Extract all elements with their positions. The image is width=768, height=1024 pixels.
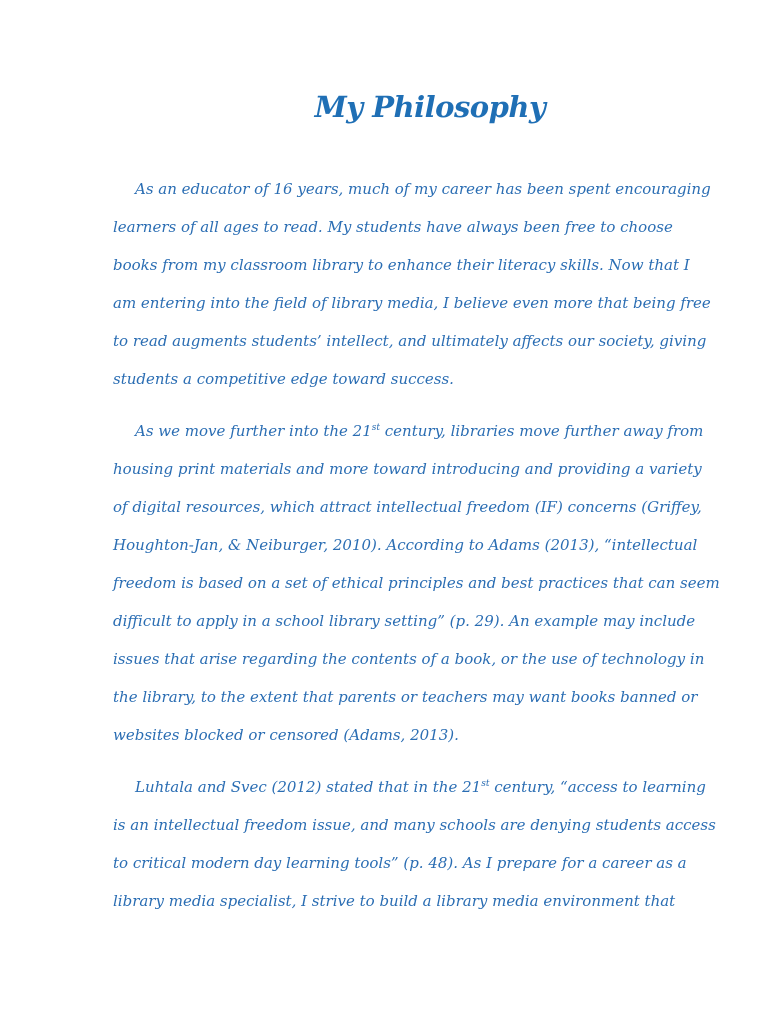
text-segment: century, “access to learning bbox=[489, 778, 706, 796]
ordinal-suffix: st bbox=[481, 779, 490, 789]
text-line: websites blocked or censored (Adams, 2013). bbox=[113, 726, 459, 744]
text-line: freedom is based on a set of ethical principles and best practices that can seem bbox=[113, 574, 720, 592]
text-line: to critical modern day learning tools” (p. 48). As I prepare for a career as a bbox=[113, 854, 687, 872]
page-title: My Philosophy bbox=[314, 90, 546, 124]
text-segment: Luhtala and Svec (2012) stated that in the 21 bbox=[135, 778, 482, 796]
text-line: the library, to the extent that parents or teachers may want books banned or bbox=[113, 688, 698, 706]
text-line: learners of all ages to read. My students have always been free to choose bbox=[113, 218, 673, 236]
paragraph-2 bbox=[113, 412, 720, 754]
text-line bbox=[113, 412, 704, 450]
text-line: books from my classroom library to enhance their literacy skills. Now that I bbox=[113, 256, 690, 274]
text-line bbox=[113, 768, 706, 806]
text-segment: As we move further into the 21 bbox=[135, 422, 372, 440]
text-line: As an educator of 16 years, much of my career has been spent encouraging bbox=[135, 180, 711, 198]
text-line: difficult to apply in a school library setting” (p. 29). An example may include bbox=[113, 612, 696, 630]
text-segment: century, libraries move further away from bbox=[380, 422, 704, 440]
text-line: issues that arise regarding the contents of a book, or the use of technology in bbox=[113, 650, 705, 668]
text-line: students a competitive edge toward success. bbox=[113, 370, 454, 388]
ordinal-suffix: st bbox=[371, 423, 380, 433]
text-line: housing print materials and more toward introducing and providing a variety bbox=[113, 460, 702, 478]
text-line: Houghton-Jan, & Neiburger, 2010). According to Adams (2013), “intellectual bbox=[113, 536, 698, 554]
text-line: to read augments students’ intellect, and ultimately affects our society, giving bbox=[113, 332, 707, 350]
text-line: is an intellectual freedom issue, and many schools are denying students access bbox=[113, 816, 716, 834]
text-line: library media specialist, I strive to build a library media environment that bbox=[113, 892, 676, 910]
text-line: am entering into the field of library media, I believe even more that being free bbox=[113, 294, 711, 312]
document-body bbox=[113, 170, 720, 920]
paragraph-1 bbox=[113, 170, 711, 398]
paragraph-3 bbox=[113, 768, 716, 920]
text-line: of digital resources, which attract intellectual freedom (IF) concerns (Griffey, bbox=[113, 498, 702, 516]
